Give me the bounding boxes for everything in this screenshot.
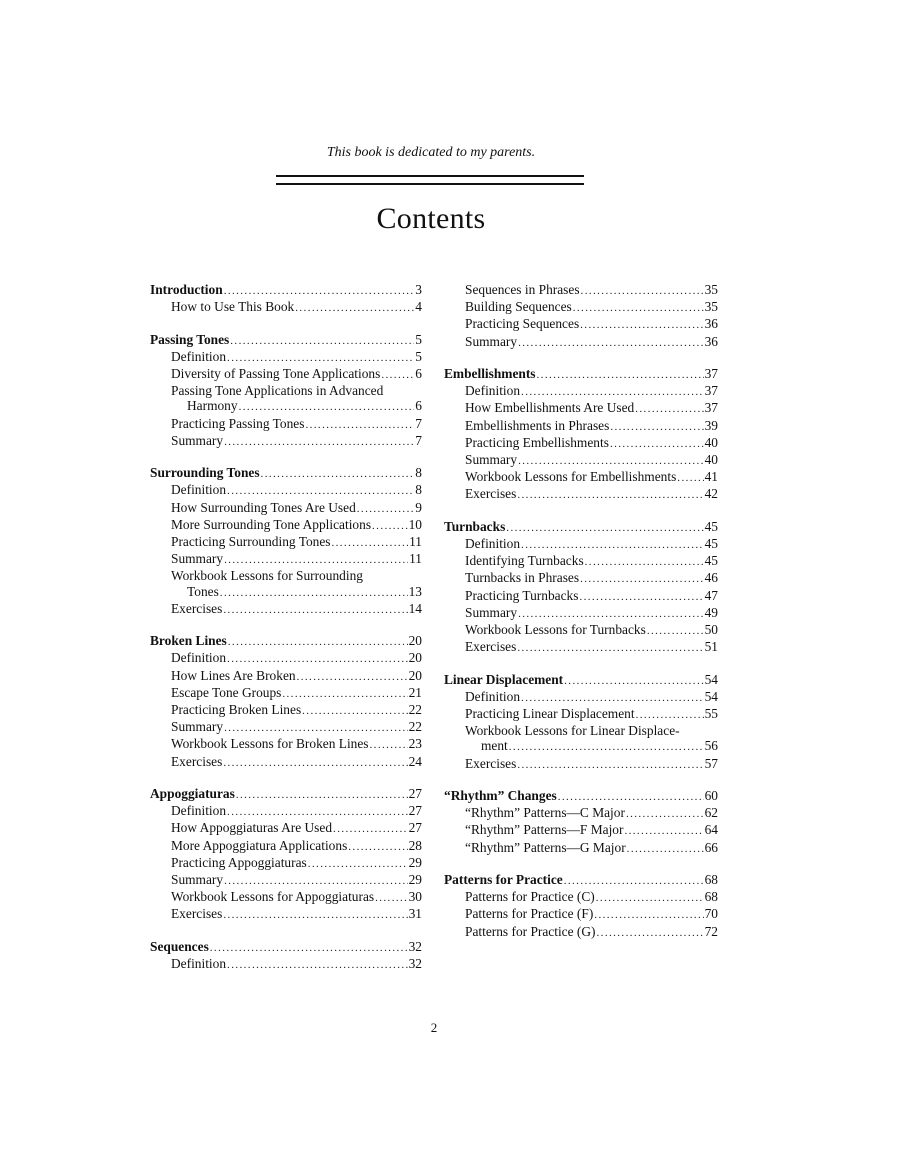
dot-leader [626,807,704,822]
toc-subentry[interactable] [150,754,422,771]
dot-leader [537,368,704,383]
dot-leader [521,385,704,400]
toc-section [444,672,718,773]
toc-entry-title: Definition [171,348,227,364]
toc-subentry[interactable] [150,685,422,702]
toc-subentry[interactable] [444,689,718,706]
toc-page-number: 13 [408,583,422,599]
toc-entry-title: “Rhythm” Changes [444,788,557,804]
toc-entry-title: Embellishments in Phrases [465,417,610,433]
toc-subentry[interactable] [444,924,718,941]
toc-subentry[interactable] [444,536,718,553]
dot-leader [297,670,408,685]
toc-page-number: 5 [415,348,422,364]
dot-leader [564,874,704,889]
toc-page-number: 20 [408,650,422,666]
toc-page-number: 42 [704,486,718,502]
toc-page-number: 40 [704,452,718,468]
toc-subentry[interactable] [150,366,422,383]
toc-page-number: 51 [704,639,718,655]
toc-subentry[interactable] [444,435,718,452]
toc-page-number: 47 [704,587,718,603]
toc-page-number: 45 [704,553,718,569]
dot-leader [579,590,703,605]
toc-subentry[interactable] [444,553,718,570]
dot-leader [357,502,415,517]
toc-page-number: 62 [704,805,718,821]
dot-leader [282,687,407,702]
toc-page-number: 72 [704,923,718,939]
dot-leader [372,519,408,534]
dot-leader [610,437,704,452]
toc-entry-title: How Appoggiaturas Are Used [171,820,333,836]
toc-subentry[interactable] [444,469,718,486]
toc-page-number: 6 [415,366,422,381]
toc-entry-title: Diversity of Passing Tone Applications [171,366,381,381]
toc-entry-title: “Rhythm” Patterns—C Major [465,805,625,821]
toc-subentry[interactable] [444,486,718,503]
toc-entry-title: Definition [465,536,521,552]
toc-page-number: 29 [408,854,422,870]
toc-entry-title: Sequences in Phrases [465,282,580,297]
toc-page-number: 8 [415,482,422,498]
toc-subentry[interactable] [444,738,718,755]
toc-subentry[interactable] [150,719,422,736]
toc-subentry[interactable] [444,282,718,299]
toc-subentry[interactable] [150,702,422,719]
dot-leader [261,467,415,482]
toc-entry-title: How Lines Are Broken [171,667,296,683]
toc-page-number: 32 [408,956,422,972]
toc-entry-title-line: Workbook Lessons for Linear Displace- [465,723,680,739]
dot-leader [228,635,408,650]
toc-entry-title: Summary [171,551,224,567]
dot-leader [581,284,704,299]
toc-page-number: 23 [408,736,422,752]
toc-entry-title: Practicing Linear Displacement [465,706,635,722]
toc-section [150,633,422,771]
toc-page-number: 9 [415,499,422,515]
toc-chapter-entry[interactable] [444,872,718,889]
dot-leader [610,420,703,435]
toc-entry-title: Definition [465,688,521,704]
dot-leader [518,336,704,351]
toc-entry-title: Exercises [465,755,517,771]
toc-entry-title: Summary [465,333,518,349]
toc-entry-title: How Embellishments Are Used [465,400,635,416]
toc-right-column [444,282,718,956]
toc-left-column [150,282,422,988]
toc-page-number: 54 [704,688,718,704]
toc-entry-title: Practicing Surrounding Tones [171,534,331,550]
toc-chapter-entry[interactable] [150,633,422,650]
dot-leader [230,334,414,349]
toc-entry-title-line: Passing Tone Applications in Advanced [171,383,384,399]
toc-entry-title: Definition [171,956,227,972]
toc-page-number: 54 [704,671,718,687]
dot-leader [305,418,414,433]
toc-entry-title: Summary [465,452,518,468]
toc-entry-title: Practicing Passing Tones [171,415,305,431]
toc-entry-title: More Surrounding Tone Applications [171,516,372,532]
toc-page-number: 27 [408,786,422,802]
toc-subentry[interactable] [150,601,422,618]
toc-page-number: 22 [408,702,422,718]
toc-entry-title: ment [481,738,508,754]
page-number: 2 [430,1020,438,1035]
toc-section [150,282,422,316]
toc-subentry[interactable] [444,316,718,333]
toc-subentry[interactable] [444,706,718,723]
toc-entry-title: Exercises [465,486,517,502]
dot-leader [518,454,704,469]
toc-subentry[interactable] [150,551,422,568]
toc-entry-title: Definition [171,650,227,666]
toc-subentry[interactable] [444,383,718,400]
toc-page-number: 6 [415,398,422,414]
toc-entry-title: Practicing Appoggiaturas [171,854,307,870]
dot-leader [308,857,408,872]
dot-leader [331,536,408,551]
toc-page-number: 28 [408,837,422,853]
toc-subentry[interactable] [150,584,422,601]
toc-page-number: 27 [408,803,422,819]
dot-leader [333,822,408,837]
toc-subentry[interactable] [444,452,718,469]
toc-subentry[interactable] [150,820,422,837]
dot-leader [558,790,704,805]
dot-leader [521,691,704,706]
toc-entry-title: Tones [187,583,219,599]
toc-page-number: 14 [408,600,422,616]
dot-leader [210,941,408,956]
toc-entry-title: Passing Tones [150,331,230,347]
toc-subentry[interactable] [150,650,422,667]
toc-subentry[interactable] [150,906,422,923]
toc-entry-title: Turnbacks [444,518,506,534]
dot-leader [596,891,704,906]
toc-entry-title: Practicing Sequences [465,316,580,332]
dot-leader [348,840,407,855]
toc-subentry[interactable] [150,416,422,433]
dot-leader [224,284,415,299]
toc-section [444,366,718,504]
dot-leader [517,641,703,656]
toc-section [444,282,718,351]
toc-entry-title: Introduction [150,282,223,297]
dot-leader [227,805,408,820]
toc-subentry[interactable] [150,534,422,551]
toc-page-number: 37 [704,383,718,399]
toc-page-number: 36 [704,316,718,332]
dot-leader [223,908,407,923]
dot-leader [224,553,408,568]
page-title: Contents [376,202,486,235]
toc-entry-title: Definition [465,383,521,399]
dot-leader [227,351,414,366]
dot-leader [573,301,704,316]
dot-leader [518,607,704,622]
toc-entry-title: Exercises [465,639,517,655]
toc-chapter-entry[interactable] [150,282,422,299]
toc-entry-title: Summary [171,872,224,888]
toc-page-number: 70 [704,906,718,922]
toc-page-number: 45 [704,536,718,552]
toc-page-number: 11 [409,551,422,567]
toc-entry-title: Workbook Lessons for Turnbacks [465,622,646,638]
dot-leader [624,824,703,839]
toc-subentry[interactable] [444,299,718,316]
toc-entry-title: Appoggiaturas [150,786,235,802]
toc-subentry[interactable] [444,840,718,857]
toc-entry-title: Practicing Turnbacks [465,587,579,603]
dot-leader [647,624,704,639]
toc-entry-title: Surrounding Tones [150,465,260,481]
dot-leader [580,572,704,587]
toc-subentry[interactable] [150,736,422,753]
toc-subentry[interactable] [150,482,422,499]
toc-page-number: 31 [408,906,422,922]
toc-subentry[interactable] [150,500,422,517]
toc-page-number: 68 [704,889,718,905]
toc-subentry[interactable] [150,517,422,534]
toc-page-number: 35 [704,282,718,297]
dot-leader [521,538,704,553]
toc-page-number: 22 [408,719,422,735]
toc-page-number: 20 [408,667,422,683]
toc-page-number: 7 [415,415,422,431]
toc-chapter-entry[interactable] [150,465,422,482]
toc-chapter-entry[interactable] [444,672,718,689]
toc-entry-title: More Appoggiatura Applications [171,837,348,853]
toc-entry-title: “Rhythm” Patterns—F Major [465,822,624,838]
dot-leader [224,874,408,889]
toc-entry-title: Embellishments [444,366,536,381]
toc-subentry[interactable] [444,570,718,587]
toc-subentry[interactable] [444,889,718,906]
dot-leader [227,652,408,667]
toc-subentry[interactable] [150,855,422,872]
dot-leader [236,788,408,803]
toc-entry-title: Patterns for Practice [444,872,563,888]
toc-entry-title: Summary [171,719,224,735]
dot-leader [381,368,414,383]
toc-page-number: 27 [408,820,422,836]
toc-page-number: 20 [408,633,422,649]
dot-leader [627,842,704,857]
toc-entry-title: Exercises [171,753,223,769]
toc-entry-title: Definition [171,803,227,819]
toc-entry-title: Workbook Lessons for Appoggiaturas [171,889,375,905]
toc-page-number: 3 [415,282,422,297]
toc-page-number: 4 [415,299,422,315]
dot-leader [239,400,415,415]
toc-subentry[interactable] [444,805,718,822]
dot-leader [375,891,408,906]
dot-leader [223,756,407,771]
toc-page-number: 30 [408,889,422,905]
toc-chapter-entry[interactable] [444,788,718,805]
toc-entry-title: Harmony [187,398,238,414]
toc-entry-title: How to Use This Book [171,299,295,315]
dedication-text: This book is dedicated to my parents. [326,145,536,160]
dot-leader [597,926,704,941]
toc-subentry[interactable] [150,889,422,906]
toc-entry-title: Turnbacks in Phrases [465,570,580,586]
toc-subentry[interactable] [444,605,718,622]
toc-page-number: 11 [409,534,422,550]
toc-entry-title: Workbook Lessons for Embellishments [465,469,677,485]
toc-page-number: 21 [408,684,422,700]
toc-entry-title: Sequences [150,938,209,954]
toc-page-number: 37 [704,366,718,381]
toc-entry-title: Workbook Lessons for Broken Lines [171,736,369,752]
toc-subentry[interactable] [150,349,422,366]
toc-entry-title: Escape Tone Groups [171,684,282,700]
toc-section [150,332,422,450]
toc-page-number: 50 [704,622,718,638]
dot-leader [302,704,407,719]
dot-leader [224,721,408,736]
toc-entry-title: How Surrounding Tones Are Used [171,499,356,515]
toc-entry-title: Exercises [171,600,223,616]
toc-chapter-entry[interactable] [150,786,422,803]
toc-entry-title: Exercises [171,906,223,922]
toc-page-number: 39 [704,417,718,433]
toc-subentry[interactable] [150,872,422,889]
toc-entry-title: “Rhythm” Patterns—G Major [465,839,626,855]
dot-leader [564,674,703,689]
toc-subentry[interactable] [150,803,422,820]
toc-page-number: 41 [704,469,718,485]
toc-section [150,939,422,973]
toc-chapter-entry[interactable] [444,519,718,536]
dot-leader [509,740,704,755]
toc-page-number: 37 [704,400,718,416]
toc-page-number: 24 [408,753,422,769]
toc-section [150,786,422,924]
toc-entry-title: Patterns for Practice (G) [465,923,596,939]
dot-leader [227,484,414,499]
toc-subentry[interactable] [150,299,422,316]
toc-section [150,465,422,618]
toc-page-number: 64 [704,822,718,838]
toc-chapter-entry[interactable] [150,939,422,956]
toc-page-number: 32 [408,938,422,954]
toc-section [444,519,718,657]
dot-leader [594,908,703,923]
toc-entry-title: Patterns for Practice (F) [465,906,594,922]
toc-subentry[interactable] [150,398,422,415]
toc-page-number: 46 [704,570,718,586]
toc-entry-title-line: Workbook Lessons for Surrounding [171,568,363,584]
toc-subentry[interactable] [444,639,718,656]
double-rule-divider [276,175,584,185]
toc-page-number: 8 [415,465,422,481]
dot-leader [635,402,703,417]
dot-leader [636,708,704,723]
toc-subentry[interactable] [150,668,422,685]
toc-entry-title: Summary [465,604,518,620]
toc-subentry[interactable] [444,906,718,923]
toc-page-number: 45 [704,518,718,534]
toc-subentry[interactable] [444,588,718,605]
dot-leader [506,521,703,536]
toc-page-number: 66 [704,839,718,855]
toc-entry-title: Practicing Broken Lines [171,702,302,718]
toc-subentry[interactable] [444,334,718,351]
dot-leader [370,738,408,753]
toc-page-number: 60 [704,788,718,804]
toc-subentry[interactable] [444,822,718,839]
toc-page-number: 10 [408,516,422,532]
toc-entry-title: Building Sequences [465,299,572,315]
toc-subentry[interactable] [444,756,718,773]
toc-entry-title: Broken Lines [150,633,227,649]
toc-page-number: 5 [415,331,422,347]
toc-entry-title: Definition [171,482,227,498]
toc-subentry[interactable] [150,956,422,973]
toc-subentry[interactable] [444,622,718,639]
toc-page-number: 55 [704,706,718,722]
dot-leader [580,318,703,333]
toc-chapter-entry[interactable] [150,332,422,349]
toc-page-number: 57 [704,755,718,771]
toc-subentry[interactable] [444,400,718,417]
dot-leader [585,555,704,570]
dot-leader [224,435,414,450]
toc-page-number: 7 [415,432,422,448]
toc-page-number: 68 [704,872,718,888]
toc-entry-title: Identifying Turnbacks [465,553,584,569]
toc-page-number: 36 [704,333,718,349]
toc-page-number: 29 [408,872,422,888]
toc-chapter-entry[interactable] [444,366,718,383]
dot-leader [227,958,408,973]
toc-page-number: 49 [704,604,718,620]
toc-section [444,872,718,941]
dot-leader [677,471,703,486]
toc-subentry[interactable] [150,838,422,855]
toc-entry-title: Patterns for Practice (C) [465,889,595,905]
toc-page-number: 56 [704,738,718,754]
dot-leader [295,301,414,316]
toc-subentry[interactable] [150,433,422,450]
toc-entry-title: Practicing Embellishments [465,434,609,450]
toc-entry-title: Linear Displacement [444,671,564,687]
dot-leader [220,586,408,601]
toc-subentry[interactable] [444,418,718,435]
toc-entry-title: Summary [171,432,224,448]
dot-leader [517,488,703,503]
toc-section [444,788,718,857]
toc-page-number: 40 [704,434,718,450]
toc-page-number: 35 [704,299,718,315]
dot-leader [517,758,703,773]
dot-leader [223,603,407,618]
